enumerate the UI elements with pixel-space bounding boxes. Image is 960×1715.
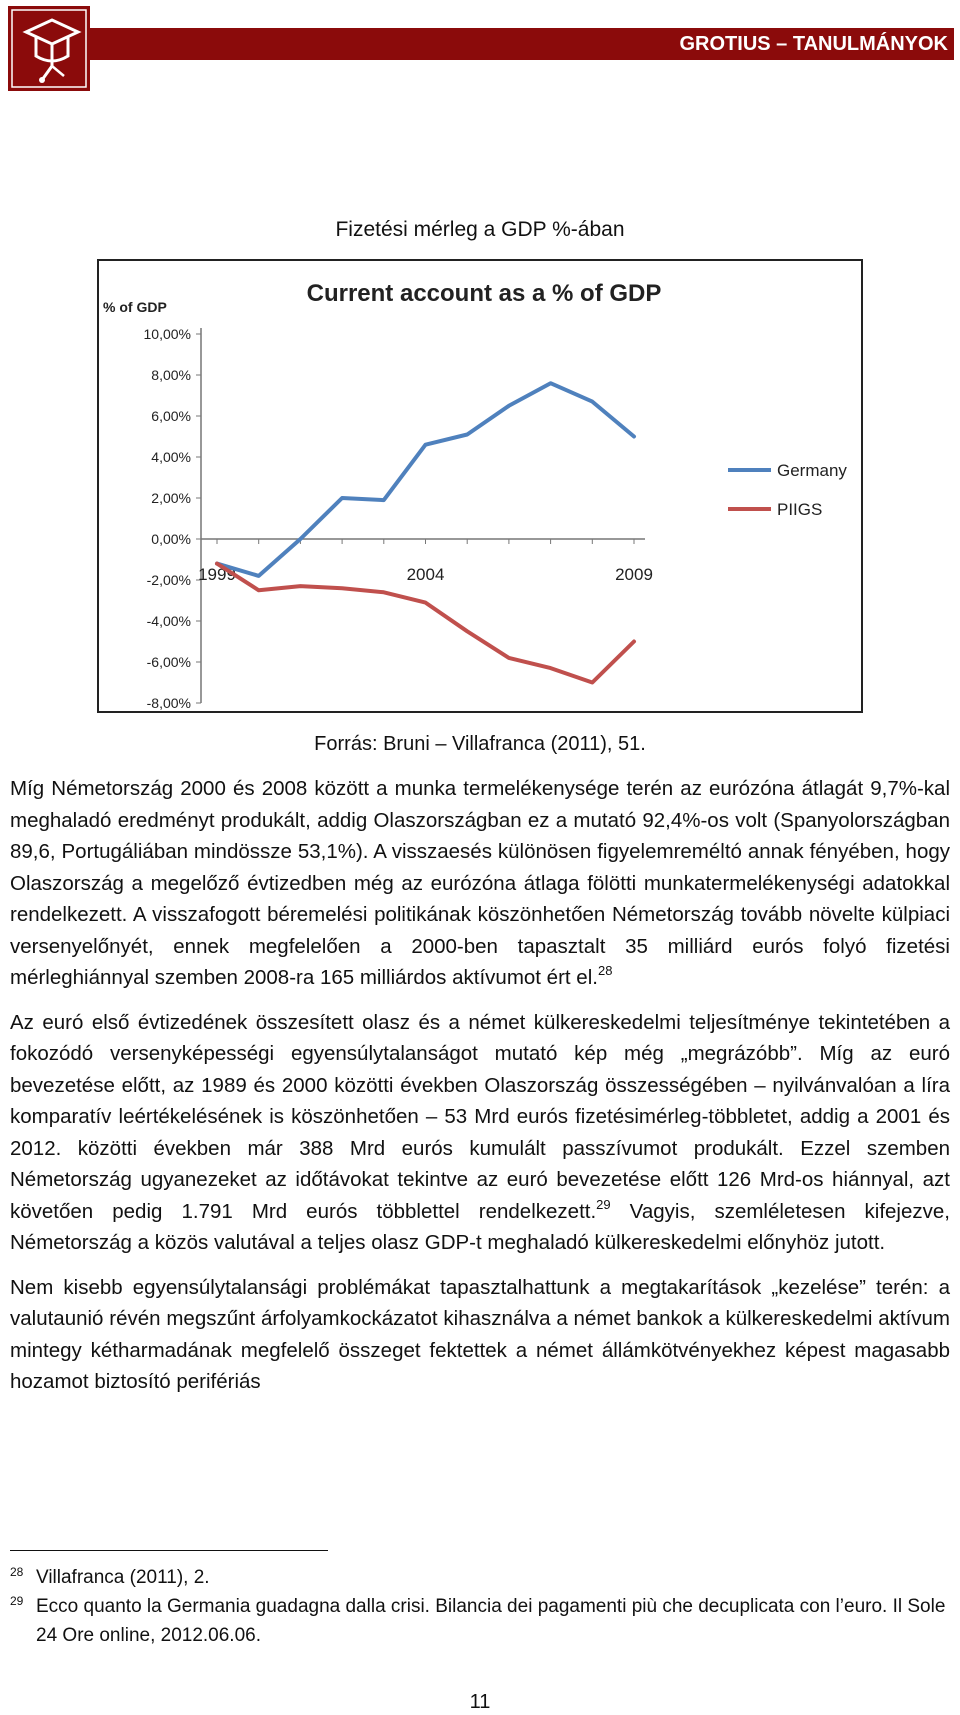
footnote-29 xyxy=(10,1592,950,1650)
chart-series-lines xyxy=(217,383,634,682)
figure-caption: Fizetési mérleg a GDP %-ában xyxy=(335,218,625,241)
y-tick-label: -6,00% xyxy=(146,654,191,670)
y-tick-label: 6,00% xyxy=(151,408,191,424)
chart-frame xyxy=(97,259,863,713)
chart-y-axis-label: % of GDP xyxy=(103,299,167,315)
paragraph-1 xyxy=(10,773,950,994)
footnote-text: Ecco quanto la Germania guadagna dalla crisi. Bilancia dei pagamenti più che decuplicata con l’euro. Il Sole 24 Ore online, 2012.06.06. xyxy=(36,1596,946,1646)
paragraph-3-text: Nem kisebb egyensúlytalansági problémákat tapasztalhattunk a megtakarítások „kezelése” terén: a valutaunió révén megszűnt árfolyamkockázatot kihasználva a német bankok a külkereskedelmi aktívum mintegy kétharmadának megfelelő összeget fektettek a német állámkötvényekhez képest magasabb hozamot biztosító perifériás xyxy=(10,1275,950,1393)
y-tick-label: 8,00% xyxy=(151,367,191,383)
x-tick-label: 2009 xyxy=(615,565,653,584)
footnote-28 xyxy=(10,1563,950,1592)
paragraph-3 xyxy=(10,1272,950,1398)
legend-label-germany: Germany xyxy=(777,461,847,480)
chart-legend xyxy=(728,461,847,519)
y-tick-label: 10,00% xyxy=(143,326,191,342)
legend-label-piigs: PIIGS xyxy=(777,500,823,519)
y-axis-ticks xyxy=(144,326,201,711)
y-tick-label: -2,00% xyxy=(146,572,191,588)
chart-title: Current account as a % of GDP xyxy=(306,280,662,307)
footnote-number: 28 xyxy=(10,1565,24,1579)
grotius-logo xyxy=(8,6,90,91)
logo-emblem-icon xyxy=(8,6,90,91)
footnotes xyxy=(10,1563,950,1650)
body-text xyxy=(10,773,950,1411)
footnote-ref-29[interactable]: 29 xyxy=(596,1196,611,1212)
x-tick-label: 1999 xyxy=(198,565,236,584)
paragraph-2-text-after: Vagyis, szemléletesen kifejezve, Németország a közös valutával a teljes olasz GDP-t meghaladó külkereskedelmi előnyhöz jutott. xyxy=(10,1199,950,1254)
header-bar xyxy=(88,28,954,60)
current-account-chart xyxy=(99,261,861,711)
y-tick-label: -8,00% xyxy=(146,695,191,711)
figure-source: Forrás: Bruni – Villafranca (2011), 51. xyxy=(314,733,646,755)
y-tick-label: 0,00% xyxy=(151,531,191,547)
page-number: 11 xyxy=(469,1691,491,1713)
y-tick-label: 2,00% xyxy=(151,490,191,506)
footnote-text: Villafranca (2011), 2. xyxy=(36,1567,210,1588)
footnote-number: 29 xyxy=(10,1594,24,1608)
y-tick-label: 4,00% xyxy=(151,449,191,465)
y-tick-label: -4,00% xyxy=(146,613,191,629)
series-line-germany xyxy=(217,383,634,576)
running-header-title: GROTIUS – TANULMÁNYOK xyxy=(679,33,948,55)
paragraph-2-text-before: Az euró első évtizedének összesített olasz és a német külkereskedelmi teljesítménye tekintetében a fokozódó versenyképességi egyensúlytalanságot mutató kép még „megrázóbb”. Míg az euró bevezetése előtt, az 1989 és 2000 közötti években Olaszország összességében – nyilvánvalóan a líra komparatív leértékelésének is köszönhetően – 53 Mrd eurós fizetésimérleg-többletet, addig a 2001 és 2012. közötti években már 388 Mrd eurós kumulált passzívumot produkált. Ezzel szemben Németország ugyanezeket az időtávokat tekintve az euró bevezetése előtt 126 Mrd-os hiánnyal, azt követően pedig 1.791 Mrd eurós többlettel rendelkezett. xyxy=(10,1010,950,1223)
chart-axes xyxy=(201,328,645,703)
x-tick-label: 2004 xyxy=(406,565,445,584)
paragraph-1-text: Míg Németország 2000 és 2008 között a munka termelékenysége terén az eurózóna átlagát 9,7%-kal meghaladó eredményt produkált, addig Olaszországban ez a mutató 92,4%-os volt (Spanyolországban 89,6, Portugáliában mindössze 53,1%). A visszaesés különösen figyelemreméltó annak fényében, hogy Olaszország a megelőző évtizedben még az eurózóna átlaga fölötti munkatermelékenységi adatokkal rendelkezett. A visszafogott béremelési politikának köszönhetően Németország tovább növelte külpiaci versenyelőnyét, ennek megfelelően a 2000-ben tapasztalt 35 milliárd eurós folyó fizetési mérleghiánnyal szemben 2008-ra 165 milliárdos aktívumot ért el. xyxy=(10,777,950,989)
paragraph-2 xyxy=(10,1007,950,1259)
footnote-ref-28[interactable]: 28 xyxy=(597,963,613,978)
footnote-separator xyxy=(10,1550,328,1551)
